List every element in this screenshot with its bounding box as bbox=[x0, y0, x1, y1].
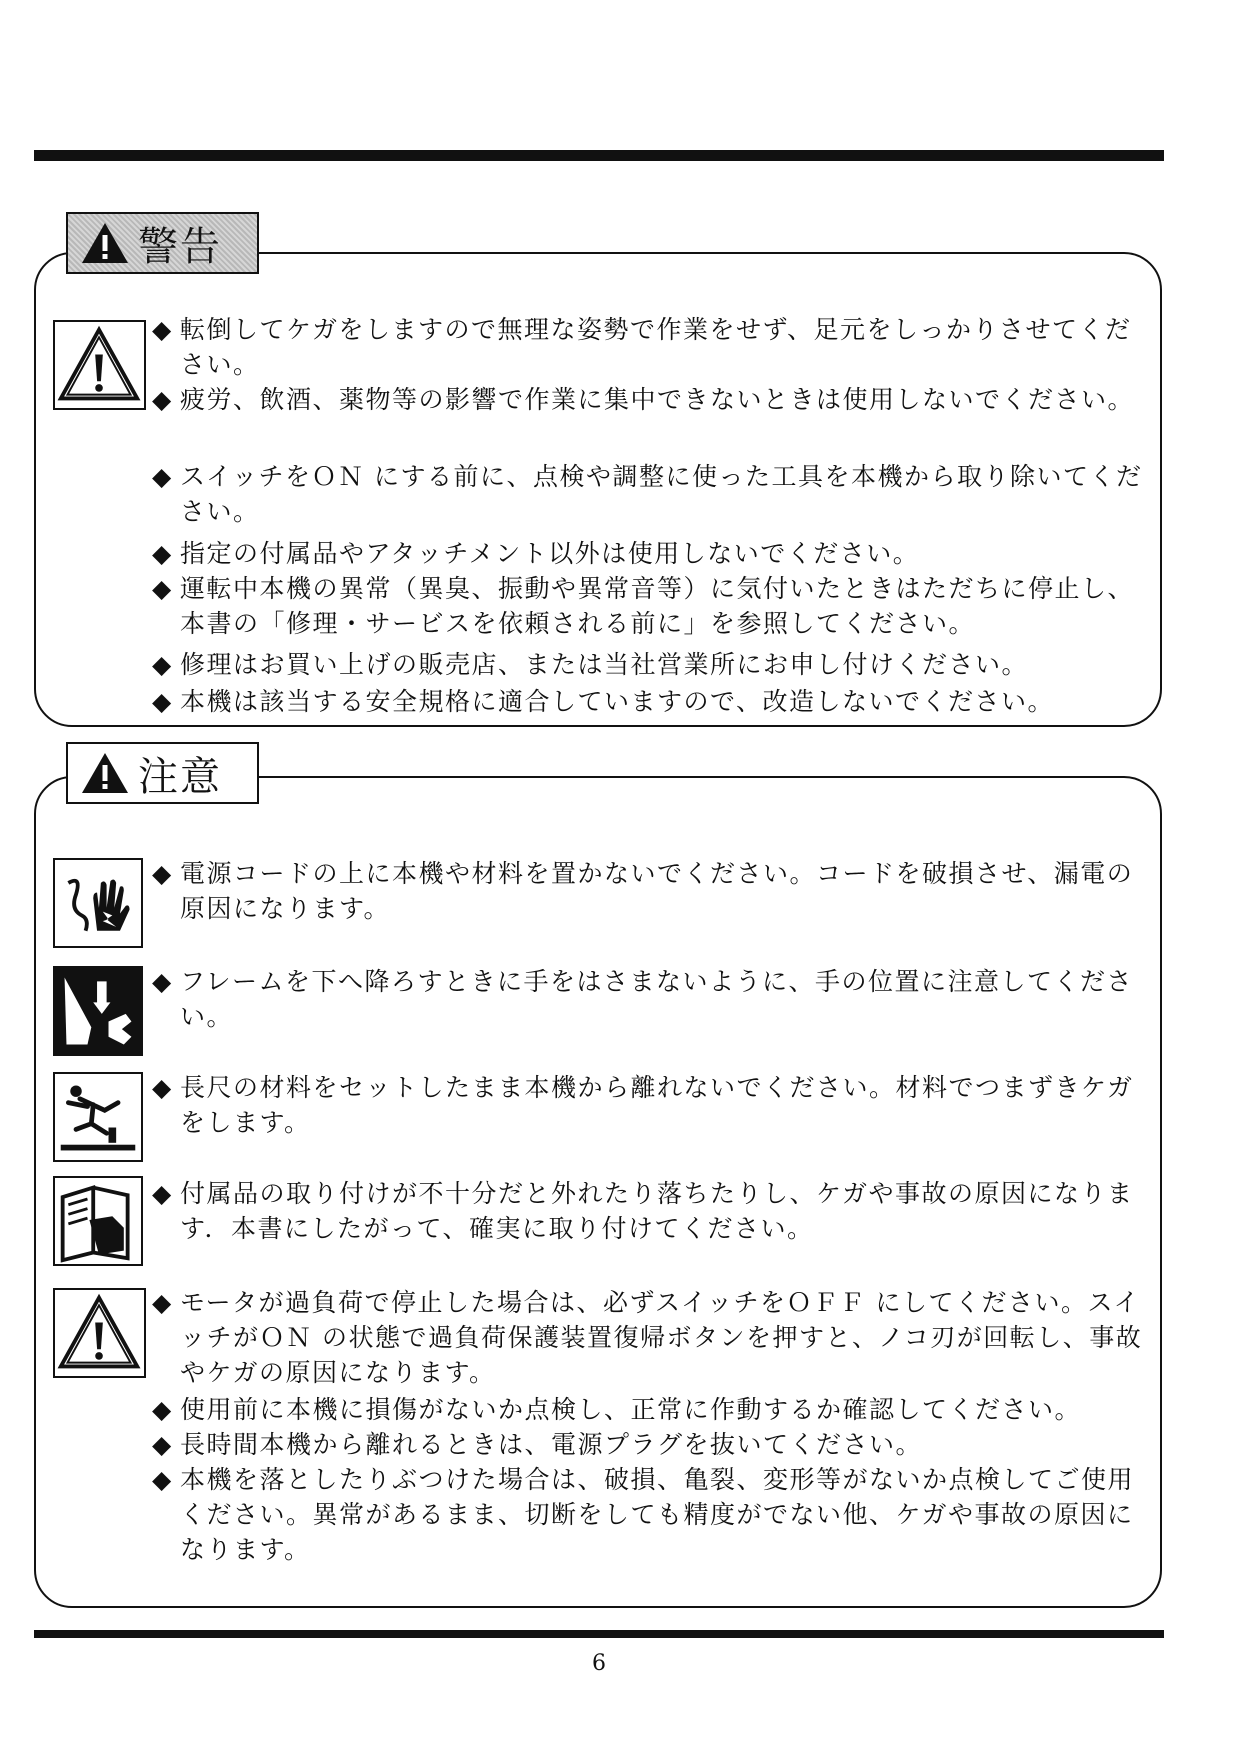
caution-item bbox=[152, 856, 1152, 926]
bullet-icon: ◆ bbox=[152, 1395, 173, 1424]
electric-shock-symbol bbox=[53, 858, 143, 948]
bullet-icon: ◆ bbox=[152, 1465, 173, 1494]
caution-item bbox=[152, 1427, 1152, 1462]
bottom-rule bbox=[34, 1630, 1164, 1638]
warning-item bbox=[152, 571, 1152, 641]
exclamation-triangle-icon bbox=[55, 322, 144, 408]
bullet-icon: ◆ bbox=[152, 385, 173, 414]
pinch-hazard-symbol bbox=[53, 966, 143, 1056]
caution-item-text: 長時間本機から離れるときは、電源プラグを抜いてください。 bbox=[180, 1430, 923, 1459]
warning-item-text: 修理はお買い上げの販売店、または当社営業所にお申し付けください。 bbox=[180, 650, 1029, 679]
bullet-icon: ◆ bbox=[152, 462, 173, 491]
hand-pinch-icon bbox=[55, 968, 141, 1054]
manual-book-icon bbox=[55, 1178, 141, 1264]
bullet-icon: ◆ bbox=[152, 539, 173, 568]
bullet-icon: ◆ bbox=[152, 1073, 173, 1102]
bullet-icon: ◆ bbox=[152, 1430, 173, 1459]
caution-item bbox=[152, 1070, 1152, 1140]
exclamation-triangle-icon bbox=[55, 1290, 144, 1376]
caution-item-text: フレームを下へ降ろすときに手をはさまないように、手の位置に注意してください。 bbox=[180, 967, 1134, 1031]
bullet-icon: ◆ bbox=[152, 967, 173, 996]
warning-item-text: 指定の付属品やアタッチメント以外は使用しないでください。 bbox=[180, 539, 920, 568]
warning-item bbox=[152, 536, 1152, 571]
page-number: 6 bbox=[592, 1651, 606, 1676]
caution-item-text: 使用前に本機に損傷がないか点検し、正常に作動するか確認してください。 bbox=[180, 1395, 1082, 1424]
warning-item bbox=[152, 312, 1152, 382]
warning-item bbox=[152, 647, 1152, 682]
warning-label bbox=[66, 212, 259, 274]
bullet-icon: ◆ bbox=[152, 650, 173, 679]
caution-item-text: モータが過負荷で停止した場合は、必ずスイッチをＯＦＦ にしてください。スイッチがＯＮ の状態で過負荷保護装置復帰ボタンを押すと、ノコ刃が回転し、事故やケガの原因になります。 bbox=[180, 1288, 1143, 1387]
caution-item bbox=[152, 1285, 1152, 1390]
warning-item-text: 運転中本機の異常（異臭、振動や異常音等）に気付いたときはただちに停止し、本書の「修理・サービスを依頼される前に」を参照してください。 bbox=[180, 574, 1135, 638]
warning-item bbox=[152, 382, 1152, 417]
warning-title: 警告 bbox=[138, 223, 222, 270]
warning-triangle-icon bbox=[80, 221, 130, 265]
caution-item bbox=[152, 964, 1152, 1034]
caution-label bbox=[66, 742, 259, 804]
hand-shock-icon bbox=[55, 860, 141, 946]
read-manual-symbol bbox=[53, 1176, 143, 1266]
caution-item-text: 付属品の取り付けが不十分だと外れたり落ちたりし、ケガや事故の原因になります．本書にしたがって、確実に取り付けてください。 bbox=[180, 1179, 1134, 1243]
caution-title: 注意 bbox=[138, 753, 222, 800]
bullet-icon: ◆ bbox=[152, 1179, 173, 1208]
top-rule bbox=[34, 150, 1164, 161]
warning-item-text: 転倒してケガをしますので無理な姿勢で作業をせず、足元をしっかりさせてください。 bbox=[180, 315, 1132, 379]
bullet-icon: ◆ bbox=[152, 687, 173, 716]
caution-item bbox=[152, 1392, 1152, 1427]
caution-item-text: 長尺の材料をセットしたまま本機から離れないでください。材料でつまずきケガをします。 bbox=[180, 1073, 1134, 1137]
general-caution-symbol bbox=[53, 1288, 146, 1378]
warning-item bbox=[152, 459, 1152, 529]
warning-item-text: スイッチをＯＮ にする前に、点検や調整に使った工具を本機から取り除いてください。 bbox=[180, 462, 1143, 526]
caution-item-text: 電源コードの上に本機や材料を置かないでください。コードを破損させ、漏電の原因になります。 bbox=[180, 859, 1134, 923]
warning-item-text: 疲労、飲酒、薬物等の影響で作業に集中できないときは使用しないでください。 bbox=[180, 385, 1135, 414]
tripping-person-icon bbox=[55, 1074, 141, 1160]
bullet-icon: ◆ bbox=[152, 1288, 173, 1317]
warning-item bbox=[152, 684, 1152, 719]
bullet-icon: ◆ bbox=[152, 859, 173, 888]
general-caution-symbol bbox=[53, 320, 146, 410]
caution-item bbox=[152, 1462, 1152, 1567]
bullet-icon: ◆ bbox=[152, 315, 173, 344]
warning-item-text: 本機は該当する安全規格に適合していますので、改造しないでください。 bbox=[180, 687, 1055, 716]
bullet-icon: ◆ bbox=[152, 574, 173, 603]
caution-item-text: 本機を落としたりぶつけた場合は、破損、亀裂、変形等がないか点検してご使用ください。異常があるまま、切断をしても精度がでない他、ケガや事故の原因になります。 bbox=[180, 1465, 1135, 1564]
warning-triangle-icon bbox=[80, 751, 130, 795]
caution-item bbox=[152, 1176, 1152, 1246]
trip-hazard-symbol bbox=[53, 1072, 143, 1162]
